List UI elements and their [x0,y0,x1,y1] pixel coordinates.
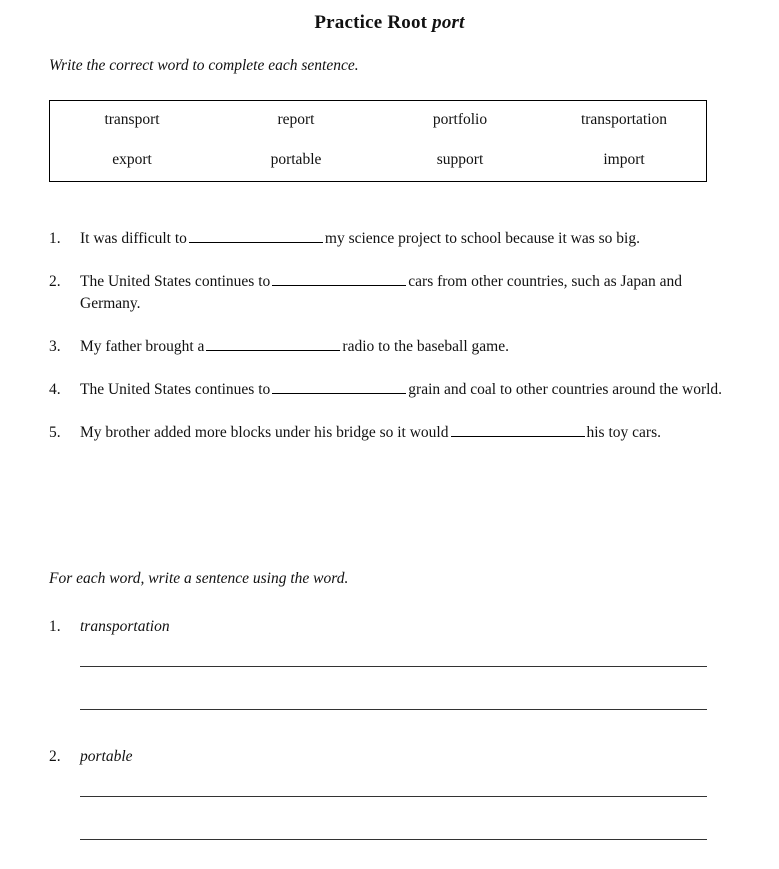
word-bank-word[interactable]: transportation [580,111,668,128]
sentence-text-after: his toy cars. [586,424,661,441]
writing-prompt-number: 1. [49,618,61,635]
sentence-text [80,228,739,250]
writing-answer-line[interactable] [80,709,707,710]
word-bank-row [50,151,706,169]
sentence-number: 4. [49,381,61,398]
sentence-item [49,336,739,358]
word-bank-word[interactable]: export [112,151,152,168]
instruction-fill-in: Write the correct word to complete each sentence. [49,57,359,74]
writing-answer-line[interactable] [80,796,707,797]
word-bank-word[interactable]: support [436,151,484,168]
sentence-text-before: My father brought a [80,338,205,355]
sentence-text [80,422,739,444]
word-bank-word[interactable]: portfolio [432,111,488,128]
sentence-text [80,271,739,315]
sentence-text-before: It was difficult to [80,230,187,247]
sentence-text-before: My brother added more blocks under his bridge so it would [80,424,449,441]
word-bank-word[interactable]: report [277,111,315,128]
sentence-item [49,228,739,250]
sentence-text-after: cars from other countries, such as Japan and Germany. [80,273,683,312]
sentence-text-before: The United States continues to [80,273,271,290]
answer-blank[interactable] [206,336,340,351]
writing-prompt-header [49,616,779,638]
sentence-text-after: grain and coal to other countries around the world. [408,381,723,398]
sentence-number: 3. [49,338,61,355]
instruction-write-sentence: For each word, write a sentence using the word. [49,570,349,587]
sentence-item [49,422,739,444]
sentence-number: 1. [49,230,61,247]
answer-blank[interactable] [451,422,585,437]
sentence-text-before: The United States continues to [80,381,271,398]
writing-prompt-list [0,616,779,856]
answer-blank[interactable] [189,228,323,243]
sentence-number: 2. [49,273,61,290]
page-title-main: Practice Root [314,12,433,33]
sentence-item [49,379,739,401]
writing-prompt-number: 2. [49,748,61,765]
writing-prompt-word: transportation [80,618,170,635]
writing-answer-line[interactable] [80,839,707,840]
sentence-text [80,379,739,401]
answer-blank[interactable] [272,271,406,286]
word-bank-word[interactable]: transport [104,111,160,128]
writing-answer-line[interactable] [80,666,707,667]
word-bank-word[interactable]: portable [270,151,322,168]
page-title [0,0,779,34]
sentence-text-after: radio to the baseball game. [342,338,509,355]
word-bank-word[interactable]: import [603,151,645,168]
word-bank-box [49,100,707,182]
fill-in-sentence-list [0,228,779,465]
sentence-text-after: my science project to school because it was so big. [324,230,640,247]
sentence-item [49,271,739,315]
writing-prompt-header [49,746,779,768]
writing-prompt-item [0,616,779,710]
writing-prompt-item [0,746,779,840]
sentence-text [80,336,739,358]
writing-prompt-word: portable [80,748,133,765]
answer-blank[interactable] [272,379,406,394]
word-bank-row [50,111,706,129]
page-title-root-word: port [432,12,465,33]
sentence-number: 5. [49,424,61,441]
